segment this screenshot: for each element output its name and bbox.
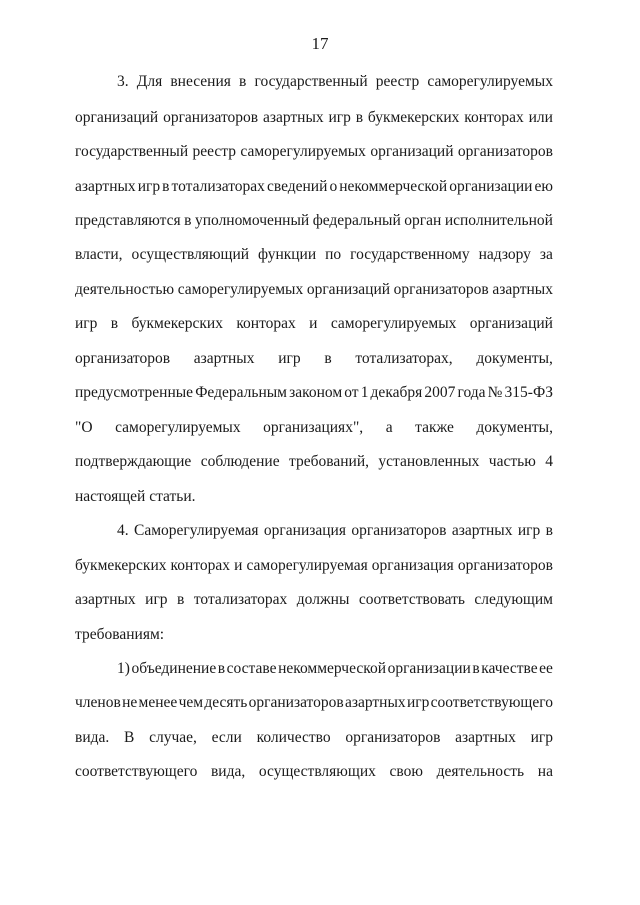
word: документы, <box>476 350 553 367</box>
word: саморегулируемая <box>246 557 368 574</box>
word: объединение <box>131 660 217 677</box>
word: соответствующего <box>430 694 553 711</box>
text-line <box>75 211 553 231</box>
word: саморегулируемых <box>330 315 457 332</box>
text-line <box>117 521 553 541</box>
word: игр <box>75 315 98 332</box>
word: исполнительной <box>444 212 553 229</box>
word: если <box>211 729 242 746</box>
word: конторах <box>170 557 231 574</box>
word: саморегулируемых <box>115 419 241 436</box>
word: государственный <box>254 73 368 90</box>
text-line <box>75 418 553 438</box>
text-line <box>75 314 553 334</box>
word: реестр <box>192 143 237 160</box>
word: букмекерских <box>75 557 167 574</box>
word: организациях", <box>263 419 364 436</box>
word: надзору <box>478 246 531 263</box>
word: организаторов <box>351 522 447 539</box>
text-line <box>117 659 553 679</box>
word: качестве <box>481 660 538 677</box>
text-line <box>75 142 553 162</box>
word: также <box>415 419 454 436</box>
word: организация <box>371 557 454 574</box>
word: организаций <box>75 109 159 126</box>
word: в <box>177 591 185 608</box>
word: конторах <box>236 315 296 332</box>
text-line <box>75 556 553 576</box>
text-line <box>75 762 553 782</box>
word: игр <box>145 591 168 608</box>
word: о <box>329 178 338 195</box>
word: в <box>217 660 226 677</box>
word: вида, <box>210 763 246 780</box>
word: игр <box>406 694 430 711</box>
text-line <box>75 693 553 713</box>
word: в <box>545 522 553 539</box>
word: должны <box>296 591 350 608</box>
word: тотализаторах, <box>355 350 453 367</box>
word: букмекерских <box>131 315 223 332</box>
word: соответствовать <box>358 591 465 608</box>
word: предусмотренные <box>75 384 194 401</box>
word: Для <box>136 73 163 90</box>
word: осуществляющий <box>131 246 250 263</box>
word: количество <box>256 729 331 746</box>
word: организаций <box>306 281 391 298</box>
page-number: 17 <box>311 34 329 53</box>
word: азартных <box>344 694 406 711</box>
word: игр <box>530 729 553 746</box>
word: организации <box>449 178 533 195</box>
word: ею <box>534 178 553 195</box>
word: и <box>234 557 243 574</box>
word: в <box>472 660 480 677</box>
word: десять <box>204 694 248 711</box>
word: игр <box>328 109 351 126</box>
word: 1) <box>117 660 130 677</box>
word: ее <box>539 660 553 677</box>
word: следующим <box>474 591 553 608</box>
word: игр <box>278 350 301 367</box>
text-line <box>75 728 553 748</box>
word: в <box>110 315 119 332</box>
word: организаций <box>469 315 553 332</box>
word: случае, <box>149 729 197 746</box>
word: конторах <box>464 109 524 126</box>
word: организаторов <box>248 694 344 711</box>
text-line <box>75 383 553 403</box>
text-line: требованиям: <box>75 626 165 643</box>
word: государственный <box>75 143 189 160</box>
word: частью <box>488 453 536 470</box>
text-line <box>75 349 553 369</box>
word: в <box>162 178 170 195</box>
word: саморегулируемых <box>177 281 304 298</box>
word: года <box>457 384 486 401</box>
word: по <box>325 246 342 263</box>
word: 4 <box>545 453 553 470</box>
word: деятельность <box>436 763 525 780</box>
word: в <box>184 212 192 229</box>
word: или <box>528 109 553 126</box>
word: федеральный <box>312 212 401 229</box>
word: орган <box>404 212 442 229</box>
word: организаторов <box>75 350 171 367</box>
word: осуществляющих <box>258 763 376 780</box>
word: В <box>124 729 135 746</box>
word: игр <box>517 522 541 539</box>
word: 4. <box>117 522 129 539</box>
word: организаторов <box>457 557 553 574</box>
word: и <box>309 315 318 332</box>
word: установленных <box>378 453 480 470</box>
word: требований, <box>289 453 369 470</box>
word: Саморегулируемая <box>134 522 259 539</box>
word: саморегулируемых <box>240 143 366 160</box>
word: организации <box>387 660 471 677</box>
word: букмекерских <box>367 109 460 126</box>
word: членов <box>75 694 121 711</box>
word: Федеральным <box>195 384 287 401</box>
word: сведений <box>266 178 328 195</box>
word: организаций <box>370 143 454 160</box>
word: некоммерческой <box>339 178 448 195</box>
word: азартных <box>75 591 136 608</box>
word: составе <box>226 660 277 677</box>
word: подтверждающие <box>75 453 192 470</box>
word: внесения <box>170 73 231 90</box>
word: государственному <box>350 246 470 263</box>
word: азартных <box>455 729 516 746</box>
text-line <box>75 245 553 265</box>
word: игр <box>137 178 161 195</box>
word: деятельностью <box>75 281 175 298</box>
text-line <box>75 108 553 128</box>
word: соответствующего <box>75 763 198 780</box>
word: 315-ФЗ <box>504 384 553 401</box>
text-line <box>75 590 553 610</box>
word: организаторов <box>163 109 259 126</box>
word: от <box>344 384 359 401</box>
word: декабря <box>370 384 423 401</box>
word: на <box>537 763 553 780</box>
word: организаторов <box>457 143 553 160</box>
word: в <box>239 73 247 90</box>
text-line <box>117 72 553 92</box>
word: власти, <box>75 246 123 263</box>
word: в <box>324 350 332 367</box>
word: функции <box>258 246 317 263</box>
word: 3. <box>117 73 129 90</box>
word: организаторов <box>393 281 489 298</box>
word: тотализаторах <box>193 591 288 608</box>
text-line <box>75 177 553 197</box>
word: чем <box>178 694 204 711</box>
word: азартных <box>492 281 553 298</box>
word: за <box>539 246 553 263</box>
word: документы, <box>476 419 553 436</box>
word: азартных <box>193 350 255 367</box>
word: № <box>487 384 503 401</box>
word: реестр <box>375 73 420 90</box>
word: законом <box>289 384 343 401</box>
word: свою <box>389 763 423 780</box>
text-line <box>75 452 553 472</box>
word: 2007 <box>424 384 456 401</box>
word: 1 <box>360 384 369 401</box>
word: в <box>355 109 364 126</box>
word: "О <box>75 419 93 436</box>
word: представляются <box>75 212 181 229</box>
word: азартных <box>262 109 324 126</box>
word: организация <box>263 522 346 539</box>
word: соблюдение <box>200 453 280 470</box>
word: азартных <box>451 522 513 539</box>
text-line <box>75 280 553 300</box>
word: не <box>122 694 138 711</box>
word: некоммерческой <box>278 660 387 677</box>
word: азартных <box>75 178 136 195</box>
word: а <box>385 419 393 436</box>
word: менее <box>138 694 178 711</box>
word: вида. <box>75 729 110 746</box>
text-line: настоящей статьи. <box>75 488 196 505</box>
word: тотализаторах <box>171 178 265 195</box>
word: уполномоченный <box>194 212 310 229</box>
word: саморегулируемых <box>427 73 553 90</box>
word: организаторов <box>345 729 441 746</box>
